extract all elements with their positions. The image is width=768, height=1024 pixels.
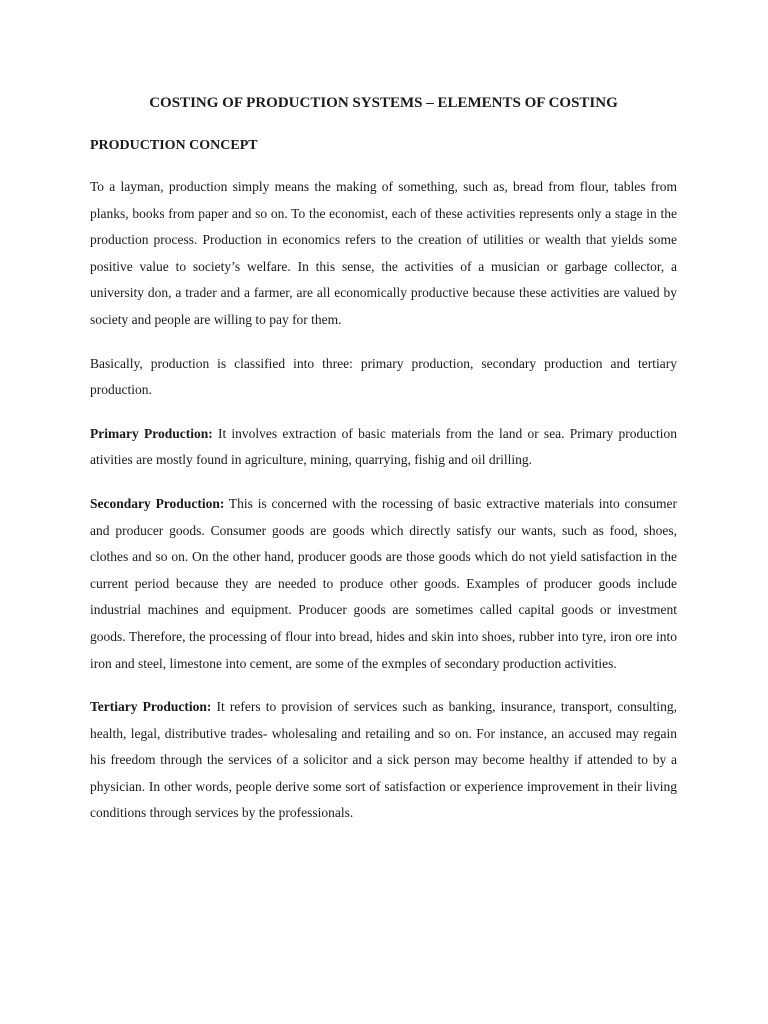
paragraph-classification	[90, 351, 677, 404]
paragraph-text: It involves extraction of basic materials from the land or sea. Primary production ativities are mostly found in agriculture, mining, quarrying, fishig and oil drilling.	[90, 425, 677, 468]
paragraph-text: To a layman, production simply means the making of something, such as, bread from flour, tables from planks, books from paper and so on. To the economist, each of these activities represents only a stage in the production process. Production in economics refers to the creation of utilities or wealth that yields some positive value to society’s welfare. In this sense, the activities of a musician or garbage collector, a university don, a trader and a farmer, are all economically productive because these activities are valued by society and people are willing to pay for them.	[90, 179, 677, 327]
section-heading: PRODUCTION CONCEPT	[90, 138, 258, 153]
paragraph-text: It refers to provision of services such as banking, insurance, transport, consulting, health, legal, distributive trades- wholesaling and retailing and so on. For instance, an accused may regain his freedom through the services of a solicitor and a sick person may become healthy if attended to by a physician. In other words, people derive some sort of satisfaction or experience improvement in their living conditions through services by the professionals.	[90, 699, 677, 821]
document-title: COSTING OF PRODUCTION SYSTEMS – ELEMENTS OF COSTING	[149, 95, 618, 111]
paragraph-secondary-production	[90, 491, 677, 677]
paragraph-lead: Secondary Production:	[90, 495, 225, 511]
paragraph-tertiary-production	[90, 694, 677, 827]
paragraph-lead: Primary Production:	[90, 425, 213, 441]
paragraph-text: This is concerned with the rocessing of basic extractive materials into consumer and producer goods. Consumer goods are goods which directly satisfy our wants, such as food, shoes, clothes and so on. On the other hand, producer goods are those goods which do not yield satisfaction in the current period because they are needed to produce other goods. Examples of producer goods include industrial machines and equipment. Producer goods are sometimes called capital goods or investment goods. Therefore, the processing of flour into bread, hides and skin into shoes, rubber into tyre, iron ore into iron and steel, limestone into cement, are some of the exmples of secondary production activities.	[90, 495, 677, 671]
paragraph-lead: Tertiary Production:	[90, 699, 212, 715]
document-page	[90, 92, 677, 844]
paragraph-production-definition	[90, 174, 677, 334]
paragraph-text: Basically, production is classified into three: primary production, secondary production and tertiary production.	[90, 355, 677, 398]
paragraph-primary-production	[90, 421, 677, 474]
